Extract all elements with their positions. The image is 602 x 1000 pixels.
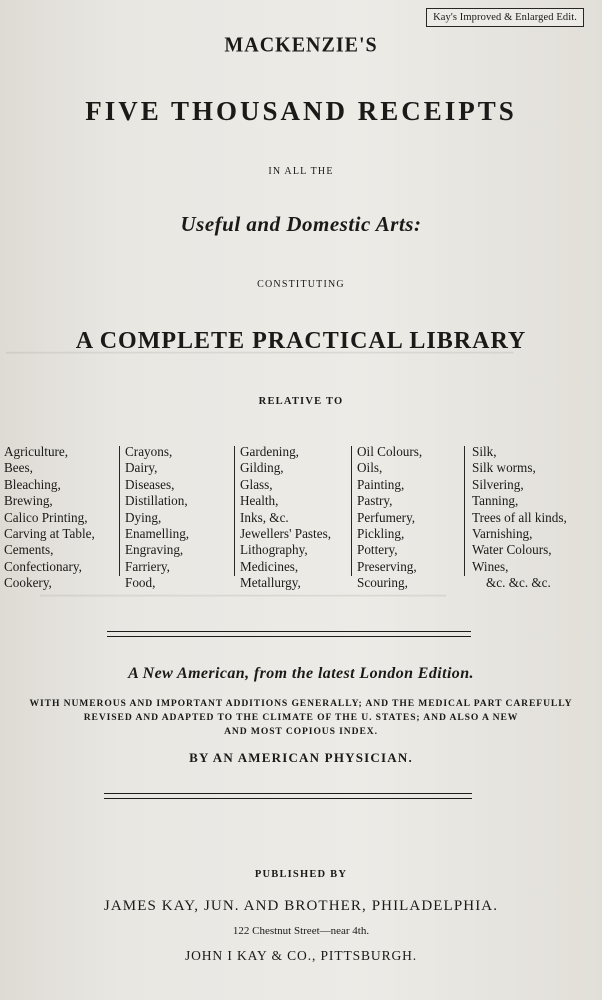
- topic-item: Glass,: [240, 476, 273, 492]
- topic-item: Perfumery,: [357, 509, 416, 525]
- topic-item: Pickling,: [357, 525, 405, 541]
- topic-item: Food,: [125, 575, 156, 591]
- topic-item: Enamelling,: [125, 525, 190, 541]
- topic-item: Silvering,: [472, 476, 524, 492]
- topic-column-4: [357, 444, 422, 592]
- bleed-through-text: ▔▔▔▔▔▔▔▔▔▔▔▔▔▔▔▔▔▔▔▔▔▔▔▔▔▔▔▔▔▔▔▔▔▔▔▔▔▔▔▔▔▔▔▔▔▔▔▔▔▔▔▔▔▔▔▔▔▔▔▔: [6, 353, 514, 365]
- library-title: A COMPLETE PRACTICAL LIBRARY: [75, 328, 527, 354]
- subject-title: Useful and Domestic Arts:: [180, 212, 422, 236]
- topic-item: Engraving,: [125, 542, 184, 558]
- column-divider: [351, 446, 352, 576]
- topic-item: Distillation,: [125, 493, 188, 509]
- topic-item: Inks, &c.: [240, 509, 289, 525]
- topic-item: Tanning,: [472, 493, 519, 509]
- topic-item: Metallurgy,: [240, 575, 301, 591]
- topic-column-5: [472, 444, 567, 592]
- topic-column-3: [240, 444, 331, 592]
- topic-list: [4, 444, 600, 591]
- topic-item: Dying,: [125, 509, 162, 525]
- topic-column-2: [125, 444, 189, 592]
- topic-column-1: [4, 444, 95, 592]
- topic-item: Medicines,: [240, 558, 299, 574]
- topic-item: Diseases,: [125, 476, 175, 492]
- topic-item: Crayons,: [125, 444, 173, 459]
- topic-item: Bees,: [4, 460, 33, 476]
- additions-text: [0, 697, 602, 739]
- author-credit: BY AN AMERICAN PHYSICIAN.: [189, 750, 413, 765]
- publisher-address: 122 Chestnut Street—near 4th.: [232, 925, 370, 937]
- topic-item: Silk,: [472, 444, 497, 459]
- secondary-publisher: JOHN I KAY & CO., PITTSBURGH.: [184, 948, 418, 963]
- topic-item: Gardening,: [240, 444, 299, 459]
- topic-item: Gilding,: [240, 460, 284, 476]
- double-rule-divider: [104, 793, 472, 799]
- topic-item: Farriery,: [125, 558, 170, 574]
- in-all-the: IN ALL THE: [268, 166, 334, 177]
- double-rule-divider: [107, 631, 471, 637]
- topic-item: Silk worms,: [472, 460, 536, 476]
- author-title: MACKENZIE'S: [224, 33, 378, 57]
- topic-item: Confectionary,: [4, 558, 82, 574]
- topic-item: Oil Colours,: [357, 444, 423, 459]
- published-by: PUBLISHED BY: [254, 869, 348, 880]
- additions-line: REVISED AND ADAPTED TO THE CLIMATE OF THE U. STATES; AND ALSO A NEW: [83, 712, 519, 723]
- additions-line: AND MOST COPIOUS INDEX.: [224, 726, 378, 737]
- topic-item: Painting,: [357, 476, 405, 492]
- topic-item: Carving at Table,: [4, 525, 95, 541]
- column-divider: [464, 446, 465, 576]
- topic-item: Cements,: [4, 542, 54, 558]
- topic-item: Cookery,: [4, 575, 52, 591]
- topic-item: Varnishing,: [472, 525, 533, 541]
- edition-statement: A New American, from the latest London Edition.: [128, 665, 474, 682]
- topic-item: Calico Printing,: [4, 509, 88, 525]
- topic-item: Scouring,: [357, 575, 408, 591]
- topic-item: Jewellers' Pastes,: [240, 525, 332, 541]
- constituting: CONSTITUTING: [257, 279, 345, 290]
- edition-note: Kay's Improved & Enlarged Edit.: [426, 8, 584, 27]
- topic-item: Bleaching,: [4, 476, 61, 492]
- topic-item: Wines,: [472, 558, 509, 574]
- topic-item: Lithography,: [240, 542, 308, 558]
- topic-item: Agriculture,: [4, 444, 69, 459]
- topic-item: Pastry,: [357, 493, 393, 509]
- topic-item: &c. &c. &c.: [486, 575, 551, 591]
- bleed-through-text-lower: ▔▔▔▔▔▔▔▔▔▔▔▔▔▔▔▔▔▔▔▔▔▔▔▔▔▔▔▔▔▔▔▔▔▔▔▔▔▔▔▔▔▔▔▔▔▔▔▔: [40, 596, 447, 608]
- main-title: FIVE THOUSAND RECEIPTS: [85, 96, 517, 126]
- topic-item: Water Colours,: [472, 542, 552, 558]
- topic-item: Health,: [240, 493, 279, 509]
- topic-item: Trees of all kinds,: [472, 509, 567, 525]
- column-divider: [234, 446, 235, 576]
- topic-item: Pottery,: [357, 542, 398, 558]
- topic-item: Oils,: [357, 460, 383, 476]
- relative-to: RELATIVE TO: [258, 396, 344, 407]
- topic-item: Preserving,: [357, 558, 417, 574]
- publisher-name: JAMES KAY, JUN. AND BROTHER, PHILADELPHIA.: [103, 898, 499, 914]
- topic-item: Dairy,: [125, 460, 158, 476]
- topic-item: Brewing,: [4, 493, 53, 509]
- column-divider: [119, 446, 120, 576]
- additions-line: WITH NUMEROUS AND IMPORTANT ADDITIONS GENERALLY; AND THE MEDICAL PART CAREFULLY: [29, 698, 573, 709]
